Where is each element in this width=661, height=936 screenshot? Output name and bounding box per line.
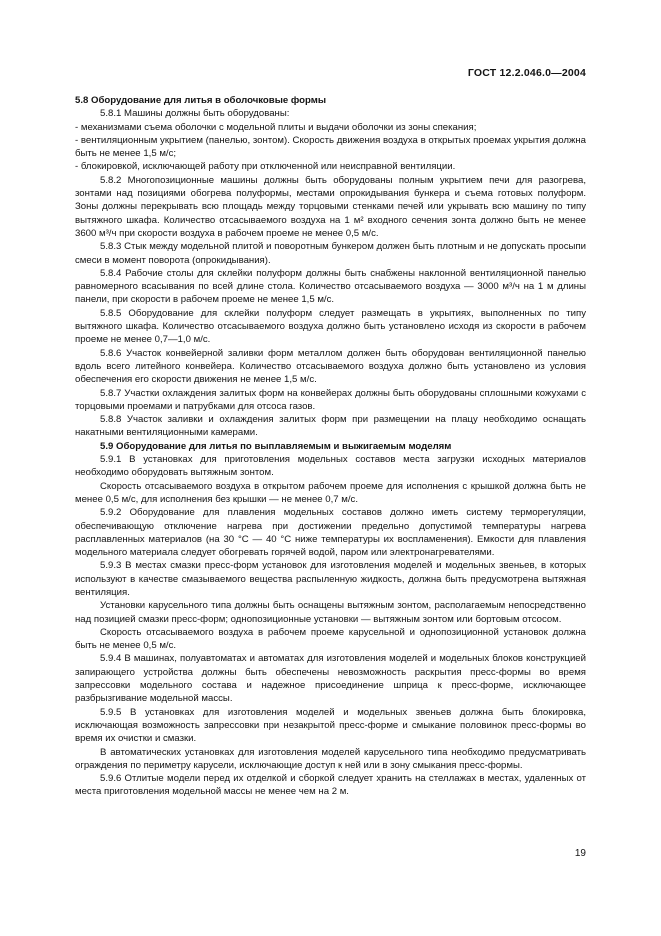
paragraph: 5.8.8 Участок заливки и охлаждения залитых форм при размещении на плацу необходимо оснащать накатными вентиляционными камерами. (75, 414, 586, 439)
paragraph: Скорость отсасываемого воздуха в рабочем проеме карусельной и однопозиционной установок должна быть не менее 0,5 м/с. (75, 626, 586, 652)
section-heading: 5.9 Оборудование для литья по выплавляемым и выжигаемым моделям (100, 440, 452, 452)
paragraph: 5.8.7 Участки охлаждения залитых форм на конвейерах должны быть оборудованы сплошными кожухами с торцовыми проемами и патрубками для отсоса газов. (75, 387, 586, 412)
paragraph: 5.9.2 Оборудование для плавления модельных составов должно иметь систему терморегуляции, обеспечивающую отключение нагрева при достижении предельно допустимой температуры нагрева расплавленных материалов (на 30 °С — 40 °С ниже температуры их воспламенения). Емкости для плавления модельного материала следует обогревать горячей водой, паром или электронагревателями. (75, 507, 586, 559)
paragraph: 5.8.5 Оборудование для склейки полуформ следует размещать в укрытиях, выполненных по типу вытяжного шкафа. Количество отсасываемого воздуха должно быть установлено исходя из скорости в рабочем проеме не менее 0,7—1,0 м/с. (75, 307, 586, 346)
paragraph: 5.8.3 Стык между модельной плитой и поворотным бункером должен быть плотным и не допускать просыпи смеси в момент поворота (опрокидывания). (75, 241, 586, 266)
paragraph: 5.8.2 Многопозиционные машины должны быть оборудованы полным укрытием печи для разогрева, зонтами над позициями обогрева полуформы, местами опрокидывания бункера и съема готовых полуформ. Зоны должны перекрывать всю площадь между торцовыми стенками печей или укрывать всю машину по типу вытяжного шкафа. Количество отсасываемого воздуха на 1 м² входного сечения зонта должно быть не менее 3600 м³/ч при скорости воздуха в рабочем проеме не менее 0,5 м/с. (75, 174, 586, 239)
paragraph: В автоматических установках для изготовления моделей карусельного типа необходимо предусматривать ограждения по периметру карусели, исключающие доступ к ней или в зону смыкания пресс-формы. (75, 746, 586, 771)
paragraph: - механизмами съема оболочки с модельной плиты и выдачи оболочки из зоны спекания; (75, 121, 477, 133)
paragraph: 5.9.1 В установках для приготовления модельных составов места загрузки исходных материалов необходимо оборудовать вытяжным зонтом. (75, 454, 586, 479)
paragraph: 5.9.5 В установках для изготовления моделей и модельных звеньев должна быть блокировка, исключающая возможность запрессовки при незакрытой пресс-форме и смыкание половинок пресс-формы во время их очистки и смазки. (75, 706, 586, 745)
paragraph: 5.8.4 Рабочие столы для склейки полуформ должны быть снабжены наклонной вентиляционной панелью равномерного всасывания по всей длине стола. Количество отсасываемого воздуха — 3000 м³/ч на 1 м длины панели, при скорости в рабочем проеме не менее 1,5 м/с. (75, 267, 586, 306)
paragraph: - блокировкой, исключающей работу при отключенной или неисправной вентиляции. (75, 161, 456, 173)
paragraph: 5.8.6 Участок конвейерной заливки форм металлом должен быть оборудован вентиляционной панелью вдоль всего литейного конвейера. Количество отсасываемого воздуха должно быть установлено из условия обеспечения его скорости движения не менее 1,5 м/с. (75, 347, 586, 386)
standard-code: ГОСТ 12.2.046.0—2004 (467, 67, 586, 79)
document-body (75, 94, 586, 799)
paragraph: 5.9.4 В машинах, полуавтоматах и автоматах для изготовления моделей и модельных блоков конструкцией запирающего устройства должны быть обеспечены невозможность раскрытия пресс-формы во время запрессовки модельного состава и надежное присоединение шприца к пресс-форме, исключающее разбрызгивание модельной массы. (75, 653, 586, 705)
section-heading: 5.8 Оборудование для литья в оболочковые формы (75, 95, 327, 106)
paragraph: 5.9.3 В местах смазки пресс-форм установок для изготовления моделей и модельных звеньев, в которых используют в качестве смазываемого вещества распыленную жидкость, должна быть предусмотрена вытяжная вентиляция. (75, 560, 586, 598)
document-header (0, 67, 586, 79)
page-number: 19 (574, 848, 586, 859)
paragraph: - вентиляционным укрытием (панелью, зонтом). Скорость движения воздуха в открытых проемах укрытия должна быть не менее 1,5 м/с; (75, 134, 586, 160)
paragraph: Установки карусельного типа должны быть оснащены вытяжным зонтом, располагаемым непосредственно над позицией смазки пресс-форм; однопозиционные установки — вытяжным зонтом или бортовым отсосом. (75, 600, 586, 625)
paragraph: 5.9.6 Отлитые модели перед их отделкой и сборкой следует хранить на стеллажах в местах, удаленных от места приготовления модельной массы не менее чем на 2 м. (75, 773, 586, 798)
paragraph: 5.8.1 Машины должны быть оборудованы: (100, 108, 290, 120)
paragraph: Скорость отсасываемого воздуха в открытом рабочем проеме для исполнения с крышкой должна быть не менее 0,5 м/с, для исполнения без крышки — не менее 0,7 м/с. (75, 480, 586, 505)
